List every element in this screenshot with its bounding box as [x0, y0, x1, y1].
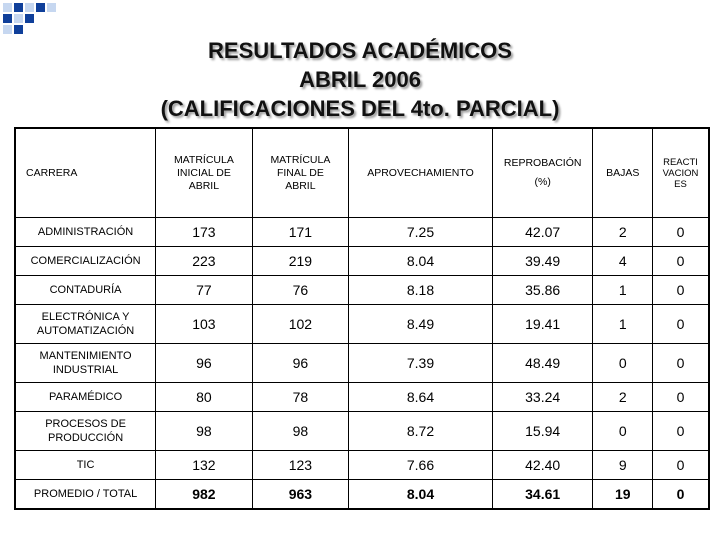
cell-inicial: 173	[156, 218, 253, 247]
header-bajas	[593, 128, 653, 218]
title-line: (CALIFICACIONES DEL 4to. PARCIAL)	[160, 96, 560, 121]
cell-aprov: 8.72	[349, 412, 493, 451]
cell-inicial: 132	[156, 451, 253, 480]
table-row	[15, 412, 709, 451]
carrera-text: PROCESOS DE	[45, 418, 126, 430]
table-row	[15, 451, 709, 480]
cell-bajas: 0	[593, 344, 653, 383]
header-text: ABRIL	[285, 179, 316, 192]
cell-final: 171	[252, 218, 349, 247]
header-text: APROVECHAMIENTO	[367, 166, 474, 179]
carrera-text: PARAMÉDICO	[49, 391, 123, 403]
cell-carrera	[15, 276, 156, 305]
cell-react: 0	[653, 451, 710, 480]
cell-carrera	[15, 305, 156, 344]
carrera-text: TIC	[76, 459, 95, 471]
cell-react: 0	[653, 218, 710, 247]
table-body	[15, 218, 709, 510]
cell-carrera	[15, 480, 156, 510]
title-line: ABRIL 2006	[299, 67, 421, 92]
cell-bajas: 2	[593, 218, 653, 247]
header-text: ABRIL	[188, 179, 220, 192]
cell-react: 0	[653, 412, 710, 451]
cell-react: 0	[653, 383, 710, 412]
cell-final: 219	[252, 247, 349, 276]
cell-aprov: 7.39	[349, 344, 493, 383]
header-text: FINAL DE	[276, 166, 324, 179]
corner-square	[36, 3, 45, 12]
cell-final: 76	[252, 276, 349, 305]
carrera-text: PRODUCCIÓN	[47, 432, 124, 444]
cell-reprob: 39.49	[492, 247, 593, 276]
corner-square	[14, 25, 23, 34]
results-table	[14, 127, 710, 510]
cell-react: 0	[653, 305, 710, 344]
table-row	[15, 383, 709, 412]
cell-inicial: 98	[156, 412, 253, 451]
header-text: VACION	[662, 167, 699, 179]
cell-inicial: 96	[156, 344, 253, 383]
carrera-text: AUTOMATIZACIÓN	[36, 325, 135, 337]
header-text: (%)	[534, 176, 551, 188]
carrera-text: MANTENIMIENTO	[39, 350, 132, 362]
cell-aprov: 8.04	[349, 247, 493, 276]
cell-reprob: 19.41	[492, 305, 593, 344]
cell-bajas: 9	[593, 451, 653, 480]
cell-aprov: 8.49	[349, 305, 493, 344]
header-text: INICIAL DE	[176, 166, 231, 179]
carrera-text: ADMINISTRACIÓN	[37, 226, 134, 238]
cell-final: 123	[252, 451, 349, 480]
cell-reprob: 34.61	[492, 480, 593, 510]
cell-reprob: 48.49	[492, 344, 593, 383]
cell-reprob: 15.94	[492, 412, 593, 451]
cell-reprob: 35.86	[492, 276, 593, 305]
header-reactivaciones	[653, 128, 710, 218]
cell-bajas: 0	[593, 412, 653, 451]
cell-bajas: 1	[593, 305, 653, 344]
cell-reprob: 33.24	[492, 383, 593, 412]
header-carrera	[15, 128, 156, 218]
cell-react: 0	[653, 480, 710, 510]
cell-aprov: 7.66	[349, 451, 493, 480]
cell-react: 0	[653, 276, 710, 305]
cell-inicial: 982	[156, 480, 253, 510]
table-row	[15, 247, 709, 276]
cell-final: 98	[252, 412, 349, 451]
carrera-text: ELECTRÓNICA Y	[41, 311, 130, 323]
carrera-text: COMERCIALIZACIÓN	[30, 255, 141, 267]
carrera-text: CONTADURÍA	[49, 284, 122, 296]
corner-square	[25, 3, 34, 12]
cell-inicial: 223	[156, 247, 253, 276]
corner-square	[25, 14, 34, 23]
cell-bajas: 4	[593, 247, 653, 276]
header-row	[15, 128, 709, 218]
cell-inicial: 80	[156, 383, 253, 412]
header-aprovechamiento	[349, 128, 493, 218]
corner-square	[3, 3, 12, 12]
cell-bajas: 2	[593, 383, 653, 412]
carrera-text: INDUSTRIAL	[52, 364, 119, 376]
cell-inicial: 103	[156, 305, 253, 344]
header-text: REACTI	[663, 156, 698, 168]
cell-aprov: 8.64	[349, 383, 493, 412]
cell-carrera	[15, 383, 156, 412]
title-line: RESULTADOS ACADÉMICOS	[208, 38, 512, 63]
carrera-text: PROMEDIO / TOTAL	[33, 488, 138, 500]
corner-square	[14, 3, 23, 12]
cell-carrera	[15, 412, 156, 451]
corner-square	[3, 14, 12, 23]
cell-bajas: 1	[593, 276, 653, 305]
cell-aprov: 7.25	[349, 218, 493, 247]
cell-carrera	[15, 247, 156, 276]
cell-carrera	[15, 451, 156, 480]
cell-react: 0	[653, 344, 710, 383]
header-text: MATRÍCULA	[173, 153, 234, 166]
page-title	[0, 36, 720, 123]
header-text: REPROBACIÓN	[503, 157, 582, 169]
cell-carrera	[15, 344, 156, 383]
cell-bajas: 19	[593, 480, 653, 510]
header-matricula-inicial	[156, 128, 253, 218]
cell-final: 78	[252, 383, 349, 412]
cell-reprob: 42.07	[492, 218, 593, 247]
cell-final: 96	[252, 344, 349, 383]
cell-react: 0	[653, 247, 710, 276]
table-row	[15, 276, 709, 305]
corner-square	[47, 3, 56, 12]
cell-carrera	[15, 218, 156, 247]
cell-final: 102	[252, 305, 349, 344]
total-row	[15, 480, 709, 510]
cell-aprov: 8.18	[349, 276, 493, 305]
header-text: MATRÍCULA	[270, 153, 331, 166]
table-row	[15, 218, 709, 247]
header-text: BAJAS	[606, 166, 640, 179]
table-row	[15, 305, 709, 344]
header-reprobacion	[492, 128, 593, 218]
table-row	[15, 344, 709, 383]
header-text: CARRERA	[26, 166, 78, 179]
header-matricula-final	[252, 128, 349, 218]
cell-reprob: 42.40	[492, 451, 593, 480]
header-text: ES	[674, 178, 687, 190]
cell-aprov: 8.04	[349, 480, 493, 510]
cell-inicial: 77	[156, 276, 253, 305]
corner-square	[3, 25, 12, 34]
corner-square	[14, 14, 23, 23]
corner-squares-decoration	[0, 0, 60, 40]
cell-final: 963	[252, 480, 349, 510]
